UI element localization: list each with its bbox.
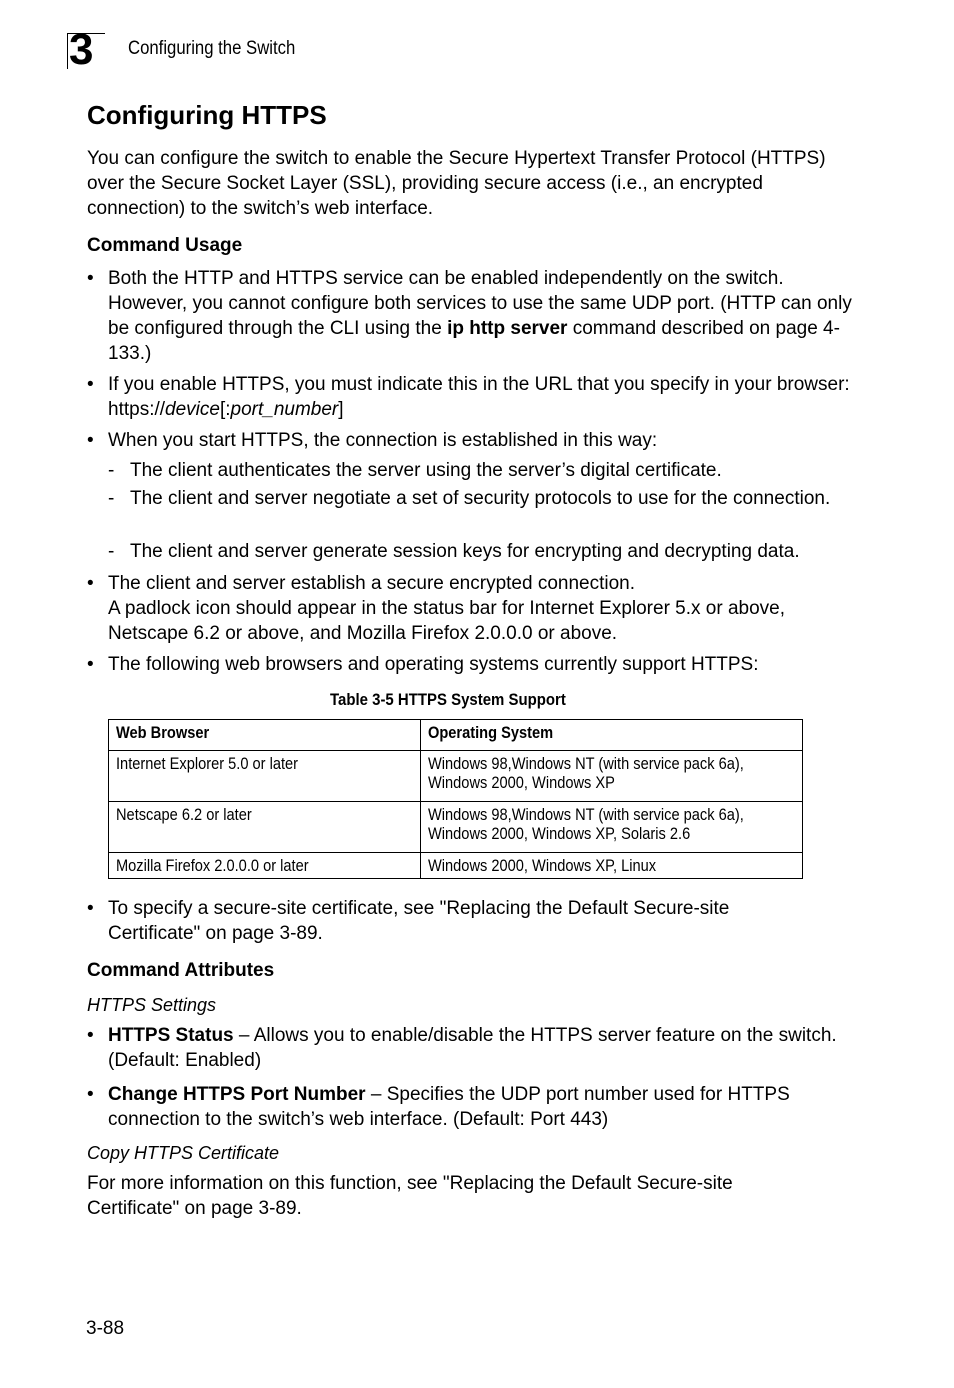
step-3-text: The client and server generate session keys for encrypting and decrypting data. <box>130 541 800 562</box>
url-port: port_number <box>230 399 339 420</box>
bullet-1-text-a: Both the HTTP and HTTPS service can be enabled independently on the switch. However, you cannot configure both services to use the same UDP port. (HTTP can only be configured through the CLI using the <box>108 268 852 339</box>
bullet-3-text: When you start HTTPS, the connection is established in this way: <box>108 430 658 451</box>
intro-paragraph: You can configure the switch to enable the Secure Hypertext Transfer Protocol (HTTPS) over the Secure Socket Layer (SSL), providing secure access (i.e., an encrypted connection) to the switch’s web interface. <box>87 148 826 219</box>
port-number-desc: – Specifies the UDP port number used for HTTPS connection to the switch’s web interface. (Default: Port 443) <box>108 1084 790 1130</box>
dash-mark: - <box>108 488 115 509</box>
page-number: 3-88 <box>86 1318 125 1339</box>
bullet-mark: • <box>87 654 94 675</box>
bullet-2-text: If you enable HTTPS, you must indicate this in the URL that you specify in your browser: https:// <box>108 374 850 420</box>
table-cell: Windows 2000, Windows XP, Linux <box>420 853 802 879</box>
bullet-1-text-b: command described on page 4-133.) <box>108 318 840 364</box>
table-cell: Netscape 6.2 or later <box>109 802 421 853</box>
bullet-mark: • <box>87 430 94 451</box>
table-header-row <box>109 720 803 751</box>
dash-mark: - <box>108 460 115 481</box>
bullet-mark: • <box>87 573 94 594</box>
bullet-mark: • <box>87 268 94 289</box>
port-number-label: Change HTTPS Port Number <box>108 1084 366 1105</box>
table-caption: Table 3-5 HTTPS System Support <box>330 690 566 709</box>
command-usage-heading: Command Usage <box>87 235 243 256</box>
step-2-text: The client and server negotiate a set of security protocols to use for the connection. <box>130 488 831 509</box>
table-row <box>109 751 803 802</box>
https-status-default: (Default: Enabled) <box>108 1050 262 1071</box>
table-row <box>109 853 803 879</box>
copy-cert-paragraph: For more information on this function, see "Replacing the Default Secure-site Certificate" on page 3-89. <box>87 1173 733 1219</box>
table-cell: Windows 98,Windows NT (with service pack 6a), Windows 2000, Windows XP, Solaris 2.6 <box>420 802 802 853</box>
step-1-text: The client authenticates the server using the server’s digital certificate. <box>130 460 722 481</box>
header-operating-system: Operating System <box>420 720 802 751</box>
bullet-mark: • <box>87 374 94 395</box>
bullet-4-line-1: The client and server establish a secure encrypted connection. <box>108 573 636 594</box>
dash-mark: - <box>108 541 115 562</box>
url-end: ] <box>338 399 344 420</box>
bullet-certificate-text: To specify a secure-site certificate, see "Replacing the Default Secure-site Certificate" on page 3-89. <box>108 898 730 944</box>
url-sep: [: <box>219 399 231 420</box>
chapter-number: 3 <box>69 25 93 74</box>
copy-cert-subheading: Copy HTTPS Certificate <box>87 1143 280 1163</box>
https-support-table <box>108 719 803 879</box>
bullet-5-text: The following web browsers and operating systems currently support HTTPS: <box>108 654 759 675</box>
https-status-desc: – Allows you to enable/disable the HTTPS server feature on the switch. <box>233 1025 837 1046</box>
table-cell: Mozilla Firefox 2.0.0.0 or later <box>109 853 421 879</box>
section-title: Configuring HTTPS <box>87 100 327 130</box>
bullet-1-command: ip http server <box>447 318 568 339</box>
table-cell: Windows 98,Windows NT (with service pack 6a), Windows 2000, Windows XP <box>420 751 802 802</box>
bullet-4-line-2: A padlock icon should appear in the status bar for Internet Explorer 5.x or above, Netscape 6.2 or above, and Mozilla Firefox 2.0.0.0 or above. <box>108 598 786 644</box>
command-attributes-heading: Command Attributes <box>87 960 275 981</box>
url-device: device <box>165 399 220 420</box>
table-row <box>109 802 803 853</box>
bullet-mark: • <box>87 1025 94 1046</box>
header-web-browser: Web Browser <box>109 720 421 751</box>
bullet-mark: • <box>87 898 94 919</box>
running-head: Configuring the Switch <box>128 38 296 59</box>
table-cell: Internet Explorer 5.0 or later <box>109 751 421 802</box>
bullet-mark: • <box>87 1084 94 1105</box>
https-status-label: HTTPS Status <box>108 1025 234 1046</box>
https-settings-subheading: HTTPS Settings <box>87 995 217 1015</box>
